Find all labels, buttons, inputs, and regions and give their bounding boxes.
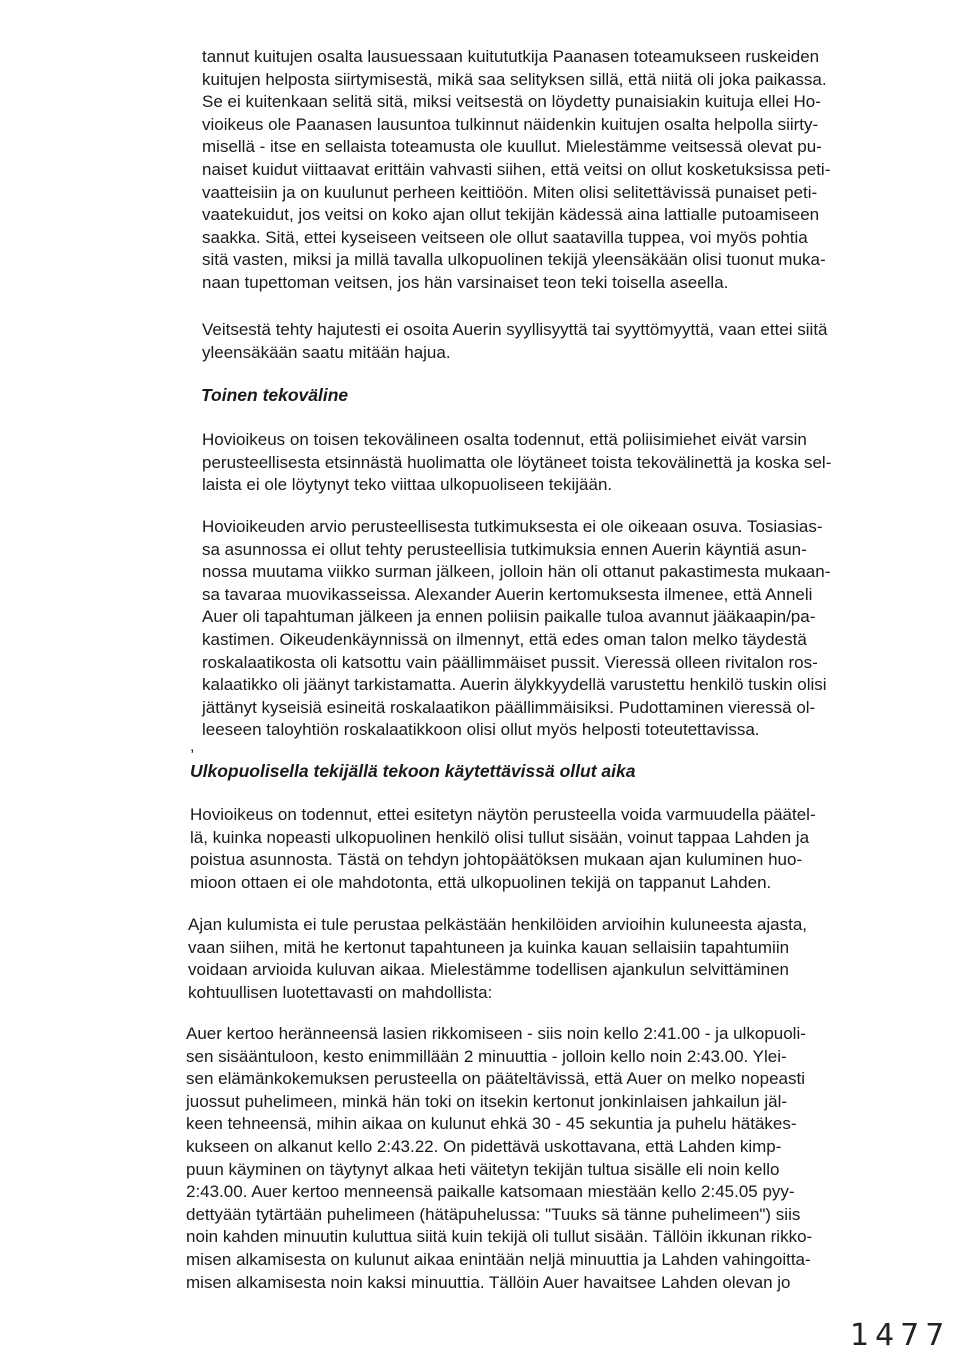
text-line: sen elämänkokemuksen perusteella on pääteltävissä, että Auer on melko nopeasti [186, 1069, 805, 1089]
text-line: misen alkamisesta noin kaksi minuuttia. Tällöin Auer havaitsee Lahden olevan jo [186, 1272, 791, 1292]
paragraph-court-finding [190, 804, 816, 894]
text-line: keen tehneensä, mihin aikaa on kulunut ehkä 30 - 45 sekuntia ja puhelu hätäkes- [186, 1114, 797, 1134]
text-line: laista ei ole löytynyt teko viittaa ulkopuoliseen tekijään. [202, 475, 613, 495]
text-line: puun käyminen on täytynyt alkaa heti väitetyn tekijän tultua sisälle eli noin kello [186, 1159, 780, 1179]
section-heading-available-time: Ulkopuolisella tekijällä tekoon käytettävissä ollut aika [190, 761, 636, 781]
text-line: vaatteisiin ja on kuulunut perheen keittiöön. Miten olisi selitettävissä punaiset peti- [202, 182, 818, 202]
text-line: vaan siihen, mitä he kertonut tapahtuneen ja kuinka kauan sellaisiin tapahtumiin [188, 937, 790, 957]
text-line: Se ei kuitenkaan selitä sitä, miksi veitsestä on löydetty punaisiakin kuituja ellei Ho- [202, 92, 821, 112]
text-line: kukseen on alkanut kello 2:43.22. On pidettävä uskottavana, että Lahden kimp- [186, 1136, 782, 1156]
text-line: sa tavaraa muovikasseissa. Alexander Auerin kertomuksesta ilmenee, että Anneli [202, 584, 813, 604]
text-line: voidaan arvioida kuluvan aikaa. Mielestämme todellisen ajankulun selvittäminen [188, 960, 790, 980]
text-line: naan tupettoman veitsen, jos hän varsinaiset teon teki toisella aseella. [202, 272, 729, 292]
text-line: tannut kuitujen osalta lausuessaan kuitututkija Paanasen toteamukseen ruskeiden [202, 47, 820, 66]
text-line: Hovioikeus on toisen tekovälineen osalta todennut, että poliisimiehet eivät varsin [202, 430, 807, 449]
text-line: noin kahden minuutin kuluttua siitä kuin tekijä oli tullut sisään. Tällöin ikkunan rikko- [186, 1227, 813, 1247]
paragraph-smell-test [202, 319, 828, 364]
text-line: lä, kuinka nopeasti ulkopuolinen henkilö olisi tullut sisään, voinut tappaa Lahden ja [190, 827, 810, 847]
section-heading-second-weapon: Toinen tekoväline [201, 385, 349, 405]
text-line: kastimen. Oikeudenkäynnissä on ilmennyt, että edes oman talon melko täydestä [202, 629, 807, 649]
text-line: vaatekuidut, jos veitsi on koko ajan ollut tekijän kädessä aina lattialle putoamiseen [202, 205, 820, 225]
text-line: juossut puhelimeen, minkä hän toki on itsekin kertonut jonkinlaisen jahkailun jäl- [186, 1091, 788, 1111]
text-line: poistua asunnosta. Tästä on tehdyn johtopäätöksen mukaan ajan kuluminen huo- [190, 850, 803, 870]
text-line: leeseen taloyhtiön roskalaatikkoon olisi ollut myös helposti toteutettavissa. [202, 720, 760, 740]
text-line: yleensäkään saatu mitään hajua. [202, 342, 451, 362]
text-line: kohtuullisen luotettavasti on mahdollista: [188, 982, 493, 1002]
text-line: Auer oli tapahtuman jälkeen ja ennen poliisin paikalle tuloa avannut jääkaapin/pa- [202, 607, 816, 627]
paragraph-investigation [202, 516, 830, 742]
text-line: dettyään tytärtään puhelimeen (hätäpuhelussa: "Tuuks sä tänne puhelimeen") siis [186, 1204, 801, 1224]
paragraph-second-weapon [202, 429, 831, 497]
text-line: sa asunnossa ei ollut tehty perusteellisia tutkimuksia ennen Auerin käyntiä asun- [202, 539, 807, 559]
text-line: perusteellisesta etsinnästä huolimatta ole löytäneet toista tekovälinettä ja koska sel- [202, 452, 832, 472]
text-line: jättänyt kyseisiä esineitä roskalaatikon päällimmäisiksi. Pudottaminen vieressä ol- [202, 697, 816, 717]
text-line: Hovioikeus on todennut, ettei esitetyn näytön perusteella voida varmuudella päätel- [190, 805, 816, 824]
text-line: naiset kuidut viittaavat erittäin vahvasti siihen, että veitsi on ollut kosketuksissa peti- [202, 159, 831, 179]
text-line: Hovioikeuden arvio perusteellisesta tutkimuksesta ei ole oikeaan osuva. Tosiasias- [202, 517, 823, 536]
text-line: roskalaatikosta oli katsottu vain päällimmäiset pussit. Vieressä olleen rivitalon ros- [202, 652, 818, 672]
paragraph-time-estimation [188, 914, 807, 1004]
paragraph-timeline [186, 1023, 812, 1294]
page-number: 1477 [850, 1318, 951, 1353]
paragraph-fibers [202, 46, 830, 295]
text-line: misen alkamisesta on kulunut aikaa enintään neljä minuuttia ja Lahden vahingoitta- [186, 1249, 811, 1269]
text-line: saakka. Sitä, ettei kyseiseen veitseen ole ollut saatavilla tuppea, voi myös pohtia [202, 227, 808, 247]
text-line: sitä vasten, miksi ja millä tavalla ulkopuolinen tekijä yleensäkään olisi tuonut muka- [202, 250, 826, 270]
text-line: Veitsestä tehty hajutesti ei osoita Auerin syyllisyyttä tai syyttömyyttä, vaan ettei siitä [202, 320, 828, 339]
text-line: kalaatikko oli jäänyt tarkistamatta. Auerin älykkyydellä varustettu henkilö tuskin olisi [202, 675, 827, 695]
text-line: 2:43.00. Auer kertoo menneensä paikalle katsomaan miestään kello 2:45.05 pyy- [186, 1182, 795, 1202]
text-line: Ajan kulumista ei tule perustaa pelkästään henkilöiden arvioihin kuluneesta ajasta, [188, 915, 807, 934]
text-line: vioikeus ole Paanasen lausuntoa tulkinnut näidenkin kuitujen osalta helpolla siirty- [202, 114, 819, 134]
text-line: kuitujen helposta siirtymisestä, mikä saa selityksen sillä, että niitä oli joka paikassa. [202, 69, 827, 89]
text-line: Auer kertoo heränneensä lasien rikkomiseen - siis noin kello 2:41.00 - ja ulkopuoli- [186, 1024, 806, 1043]
text-line: nossa muutama viikko surman jälkeen, jolloin hän oli ottanut pakastimesta mukaan- [202, 562, 831, 582]
text-line: sen sisääntuloon, kesto enimmillään 2 minuuttia - jolloin kello noin 2:43.00. Ylei- [186, 1046, 787, 1066]
stray-mark: , [190, 738, 195, 755]
text-line: mioon ottaen ei ole mahdotonta, että ulkopuolinen tekijä on tappanut Lahden. [190, 872, 772, 892]
text-line: misellä - itse en sellaista toteamusta ole kuullut. Mielestämme veitsessä olevat pu- [202, 137, 822, 157]
